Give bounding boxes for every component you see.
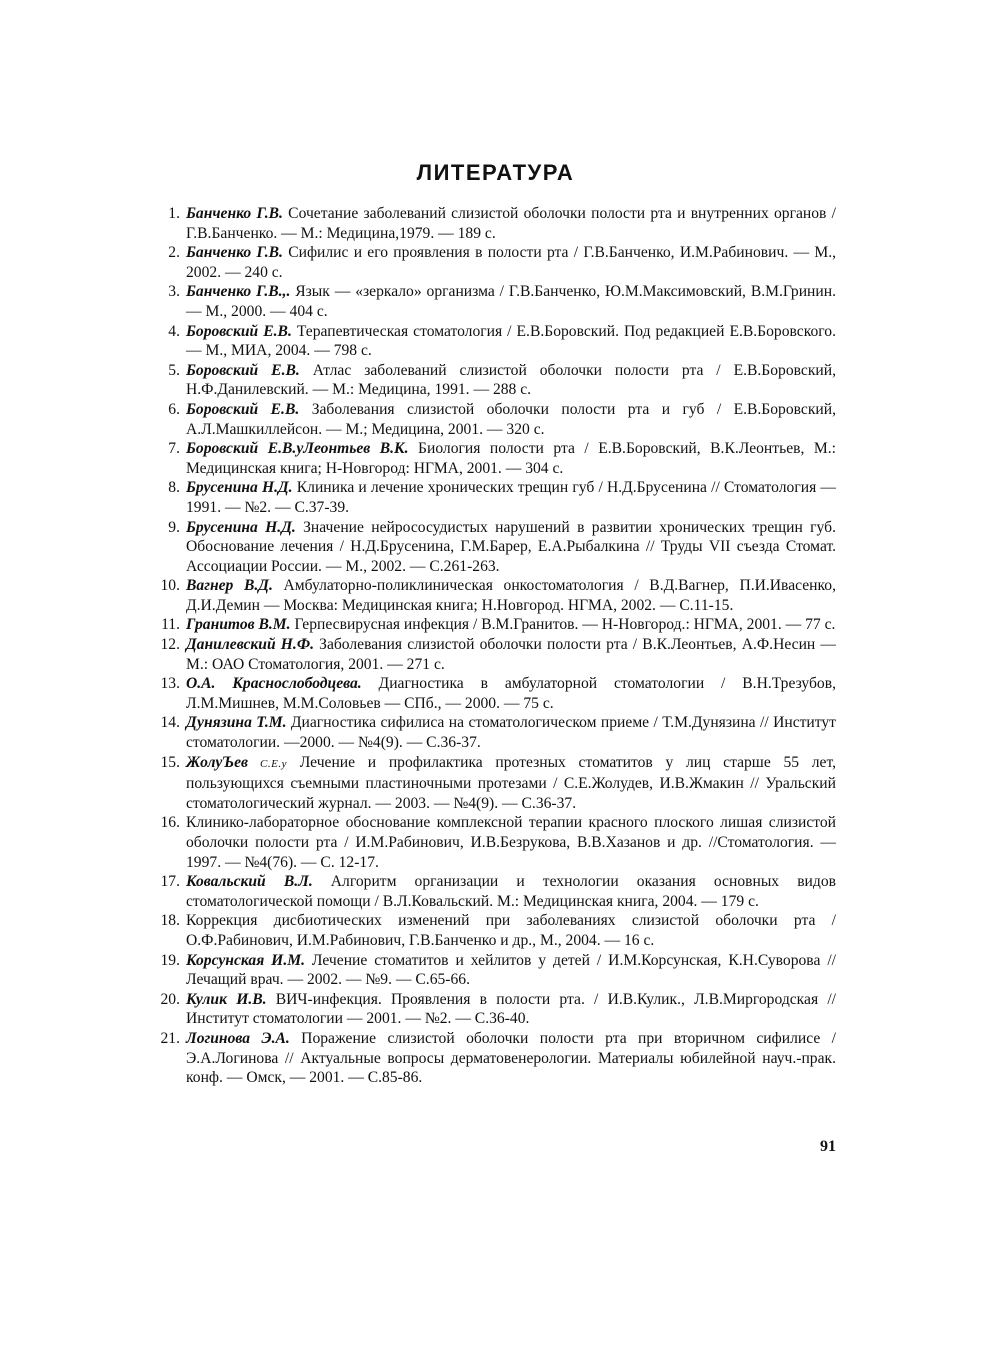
reference-number: 16.: [160, 814, 180, 832]
reference-item: [150, 635, 836, 674]
reference-author: Логинова Э.А.: [186, 1029, 290, 1047]
page-number: 91: [820, 1138, 836, 1155]
reference-number: 9.: [168, 518, 180, 536]
reference-item: [150, 615, 836, 635]
reference-item: [150, 243, 836, 282]
reference-item: [150, 872, 836, 911]
reference-item: [150, 518, 836, 577]
reference-item: [150, 204, 836, 243]
reference-item: [150, 753, 836, 814]
reference-text: Амбулаторно-поликлиническая онкостоматология / В.Д.Вагнер, П.И.Ивасенко, Д.И.Демин — Москва: Медицинская книга; Н.Новгород. НГМА, 2002. — С.11-15.: [186, 577, 836, 614]
reference-author-initials: С.Е.у: [247, 757, 287, 770]
reference-number: 12.: [160, 636, 180, 654]
reference-item: [150, 576, 836, 615]
reference-author: О.А. Краснослободцева.: [186, 675, 362, 693]
reference-author: Боровский Е.В.: [186, 361, 300, 379]
reference-item: [150, 990, 836, 1029]
reference-number: 8.: [168, 479, 180, 497]
reference-author: Вагнер В.Д.: [186, 577, 273, 595]
reference-author: Брусенина Н.Д.: [186, 479, 293, 497]
reference-author: Ковальский В.Л.: [186, 873, 313, 891]
reference-text: Диагностика сифилиса на стоматологическом приеме / Т.М.Дунязина // Институт стоматологии. —2000. — №4(9). — С.36-37.: [186, 714, 837, 752]
reference-text: Сифилис и его проявления в полости рта / Г.В.Банченко, И.М.Рабинович. — М., 2002. — 240 с.: [186, 244, 836, 281]
reference-item: [150, 911, 836, 950]
reference-text: Клиника и лечение хронических трещин губ / Н.Д.Брусенина // Стоматология — 1991. — №2. — С.37-39.: [186, 479, 836, 516]
reference-author: Данилевский Н.Ф.: [186, 636, 314, 654]
reference-text: Язык — «зеркало» организма / Г.В.Банченко, Ю.М.Максимовский, В.М.Гринин. — М., 2000. — 404 с.: [186, 283, 836, 320]
reference-text: Значение нейрососудистых нарушений в развитии хронических трещин губ. Обоснование лечения / Н.Д.Брусенина, Г.М.Барер, Е.А.Рыбалкина // Труды VII съезда Стомат. Ассоциации России. — М., 2002. — С.261-263.: [186, 518, 836, 575]
reference-author: Кулик И.В.: [186, 990, 267, 1008]
reference-number: 17.: [160, 873, 180, 891]
reference-item: [150, 674, 836, 713]
reference-number: 13.: [160, 675, 180, 693]
reference-text: Биология полости рта / Е.В.Боровский, В.К.Леонтьев, М.: Медицинская книга; Н-Новгород: НГМА, 2001. — 304 с.: [186, 440, 836, 477]
reference-number: 10.: [160, 577, 180, 595]
reference-author: Боровский Е.В.: [186, 400, 300, 418]
reference-author: Банченко Г.В.,.: [186, 283, 291, 301]
reference-text: Терапевтическая стоматология / Е.В.Боровский. Под редакцией Е.В.Боровского. — М., МИА, 2004. — 798 с.: [186, 322, 837, 360]
reference-number: 14.: [160, 714, 180, 732]
reference-text: Лечение стоматитов и хейлитов у детей / И.М.Корсунская, К.Н.Суворова // Лечащий врач. — 2002. — №9. — С.65-66.: [186, 951, 836, 989]
reference-author: Боровский Е.В.уЛеонтьев В.К.: [186, 440, 409, 458]
reference-number: 18.: [160, 912, 180, 930]
reference-text: Атлас заболеваний слизистой оболочки полости рта / Е.В.Боровский, Н.Ф.Данилевский. — М.: Медицина, 1991. — 288 с.: [186, 361, 837, 399]
reference-text: ВИЧ-инфекция. Проявления в полости рта. / И.В.Кулик., Л.В.Миргородская // Институт стоматологии — 2001. — №2. — С.36-40.: [186, 990, 836, 1028]
reference-item: [150, 478, 836, 517]
reference-text: Клинико-лабораторное обоснование комплексной терапии красного плоского лишая слизистой оболочки полости рта / И.М.Рабинович, И.В.Безрукова, В.В.Хазанов и др. //Стоматология. — 1997. — №4(76). — С. 12-17.: [186, 814, 836, 871]
reference-number: 6.: [168, 400, 180, 418]
reference-item: [150, 400, 836, 439]
reference-author: Банченко Г.В.: [186, 205, 283, 222]
reference-item: [150, 1029, 836, 1088]
reference-number: 1.: [168, 205, 180, 222]
reference-author: Корсунская И.М.: [186, 951, 305, 969]
reference-text: Алгоритм организации и технологии оказания основных видов стоматологической помощи / В.Л.Ковальский. М.: Медицинская книга, 2004. — 179 с.: [186, 873, 836, 910]
reference-author: Брусенина Н.Д.: [186, 518, 296, 536]
reference-text: Коррекция дисбиотических изменений при заболеваниях слизистой оболочки рта / О.Ф.Рабинович, И.М.Рабинович, Г.В.Банченко и др., М., 2004. — 16 с.: [186, 912, 836, 949]
reference-item: [150, 813, 836, 872]
reference-number: 19.: [160, 951, 180, 969]
reference-item: [150, 361, 836, 400]
reference-author: Дунязина Т.М.: [186, 714, 287, 732]
reference-author: ЖолуЪев: [186, 753, 248, 771]
reference-author: Гранитов В.М.: [186, 616, 291, 634]
reference-text: Поражение слизистой оболочки полости рта при вторичном сифилисе / Э.А.Логинова // Актуальные вопросы дерматовенерологии. Материалы юбилейной науч.-прак. конф. — Омск, — 2001. — С.85-86.: [186, 1029, 836, 1087]
reference-number: 2.: [168, 244, 180, 262]
reference-text: Герпесвирусная инфекция / В.М.Гранитов. — Н-Новгород.: НГМА, 2001. — 77 с.: [290, 616, 836, 634]
reference-number: 20.: [160, 990, 180, 1008]
reference-item: [150, 713, 836, 752]
reference-number: 5.: [168, 361, 180, 379]
reference-number: 4.: [168, 322, 180, 340]
reference-item: [150, 282, 836, 321]
reference-item: [150, 951, 836, 990]
reference-author: Боровский Е.В.: [186, 322, 292, 340]
reference-text: Сочетание заболеваний слизистой оболочки полости рта и внутренних органов / Г.В.Банченко. — М.: Медицина,1979. — 189 с.: [186, 205, 836, 242]
reference-number: 7.: [168, 440, 180, 458]
page-title: ЛИТЕРАТУРА: [416, 160, 575, 185]
reference-number: 3.: [168, 283, 180, 301]
reference-number: 15.: [160, 753, 180, 771]
reference-text: Диагностика в амбулаторной стоматологии / В.Н.Трезубов, Л.М.Мишнев, М.М.Соловьев — СПб., — 2000. — 75 с.: [186, 675, 836, 712]
reference-text: Заболевания слизистой оболочки полости рта / В.К.Леонтьев, А.Ф.Несин — М.: ОАО Стоматология, 2001. — 271 с.: [186, 636, 837, 673]
reference-text: Заболевания слизистой оболочки полости рта и губ / Е.В.Боровский, А.Л.Машкиллейсон. — М.; Медицина, 2001. — 320 с.: [186, 400, 837, 438]
reference-list: [150, 204, 836, 1088]
reference-author: Банченко Г.В.: [186, 244, 283, 262]
reference-item: [150, 322, 836, 361]
reference-item: [150, 439, 836, 478]
reference-number: 21.: [160, 1029, 180, 1047]
reference-text: Лечение и профилактика протезных стоматитов у лиц старше 55 лет, пользующихся съемными пластиночными протезами / С.Е.Жолудев, И.В.Жмакин // Уральский стоматологический журнал. — 2003. — №4(9). — С.36-37.: [186, 753, 836, 812]
reference-number: 11.: [161, 616, 180, 634]
